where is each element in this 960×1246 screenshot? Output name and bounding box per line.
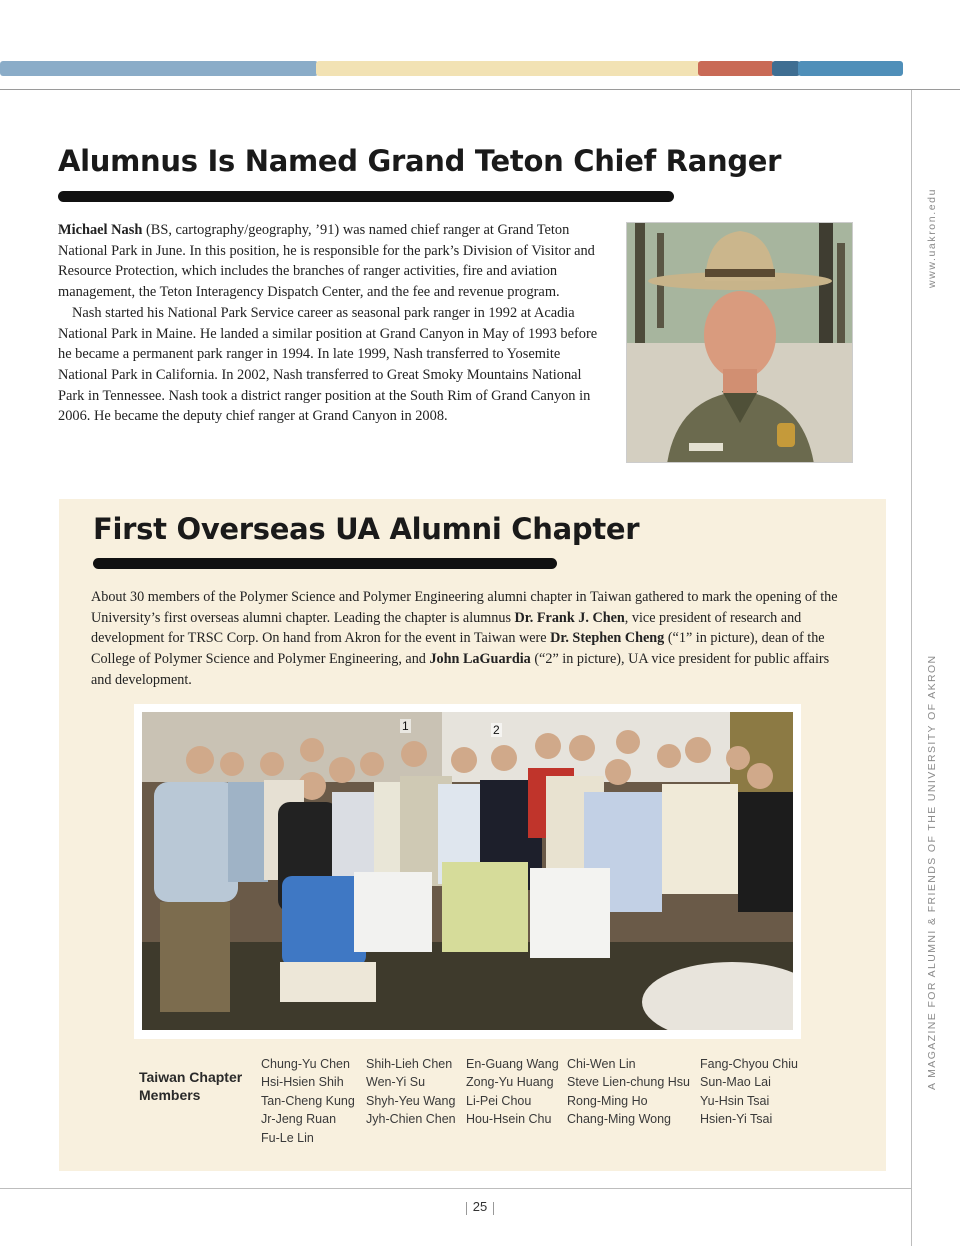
article2-name-frank-chen: Dr. Frank J. Chen <box>514 609 625 626</box>
article1-body <box>58 220 606 427</box>
members-column-4 <box>567 1055 690 1129</box>
member-name: Hsien-Yi Tsai <box>700 1112 773 1127</box>
article2-text-1: About 30 members of the Polymer Science and Polymer Engineering alumni chapter in Taiwan gathered to mark the opening of the University’s first overseas alumni chapter. Leading the chapter is alumnus <box>91 589 838 626</box>
member-name: Hou-Hsein Chu <box>466 1112 552 1127</box>
photo-marker-2: 2 <box>493 723 500 737</box>
article1-title: Alumnus Is Named Grand Teton Chief Ranger <box>58 144 782 178</box>
member-name: Chung-Yu Chen <box>261 1057 350 1071</box>
margin-rule <box>911 90 912 1246</box>
article2-title-underline <box>93 558 557 569</box>
members-column-5 <box>700 1055 798 1129</box>
member-name: Jr-Jeng Ruan <box>261 1112 337 1127</box>
article2-body <box>91 587 851 691</box>
article1-title-underline <box>58 191 674 202</box>
article2-name-stephen-cheng: Dr. Stephen Cheng <box>550 630 665 647</box>
member-name: Chi-Wen Lin <box>567 1057 636 1071</box>
member-name: Li-Pei Chou <box>466 1093 532 1108</box>
member-name: Sun-Mao Lai <box>700 1075 771 1090</box>
members-column-2 <box>366 1055 456 1129</box>
member-name: En-Guang Wang <box>466 1057 559 1071</box>
member-name: Shyh-Yeu Wang <box>366 1093 456 1108</box>
member-name: Yu-Hsin Tsai <box>700 1093 770 1108</box>
article2-title: First Overseas UA Alumni Chapter <box>93 512 640 546</box>
header-bar-teal <box>798 61 903 76</box>
members-column-1 <box>261 1055 355 1147</box>
article2-text-3: (“1” in picture), dean of the College of Polymer Science and Polymer Engineering, and <box>91 630 825 668</box>
photo-marker-1: 1 <box>402 719 409 733</box>
members-label: Taiwan Chapter Members <box>139 1069 243 1103</box>
header-bar-navy <box>772 61 800 76</box>
page-number: 25 <box>464 1199 496 1214</box>
article1-paragraph-2: Nash started his National Park Service career as seasonal park ranger in 1992 at Acadia National Park in Maine. He landed a similar position at Grand Canyon in May of 1993 before he became a permanent park ranger in 1994. In late 1999, Nash transferred to Yosemite National Park in California. In 2002, Nash transferred to Great Smoky Mountains National Park in Tennessee. Nash took a district ranger position at the South Rim of Grand Canyon in 2006. He became the deputy chief ranger at Grand Canyon in 2008. <box>58 304 598 425</box>
member-name: Fu-Le Lin <box>261 1130 314 1145</box>
article2-text-2: , vice president of research and development for TRSC Corp. On hand from Akron for the event in Taiwan were <box>91 609 802 647</box>
member-name: Tan-Cheng Kung <box>261 1093 355 1108</box>
sidebar-tagline: A MAGAZINE FOR ALUMNI & FRIENDS OF THE UNIVERSITY OF AKRON <box>926 654 938 1090</box>
member-name: Fang-Chyou Chiu <box>700 1057 798 1071</box>
header-bar-sand <box>316 61 700 76</box>
article2-name-john-laguardia: John LaGuardia <box>429 651 531 668</box>
member-name: Wen-Yi Su <box>366 1075 426 1090</box>
member-name: Steve Lien-chung Hsu <box>567 1075 690 1090</box>
member-name: Zong-Yu Huang <box>466 1075 554 1090</box>
header-rule <box>0 89 960 90</box>
member-name: Rong-Ming Ho <box>567 1093 648 1108</box>
ranger-portrait-photo <box>626 222 853 463</box>
member-name: Jyh-Chien Chen <box>366 1112 456 1127</box>
members-column-3 <box>466 1055 559 1129</box>
article1-person-name: Michael Nash <box>58 222 143 238</box>
article1-paragraph-1 <box>58 220 606 303</box>
group-photo <box>142 712 793 1030</box>
member-name: Shih-Lieh Chen <box>366 1057 453 1071</box>
member-name: Chang-Ming Wong <box>567 1112 671 1127</box>
header-bar-red <box>698 61 774 76</box>
article1-intro: (BS, cartography/geography, ’91) was named chief ranger at Grand Teton National Park in June. In this position, he is responsible for the park’s Division of Visitor and Resource Protection, which includes the branches of ranger activities, fire and aviation management, the Teton Interagency Dispatch Center, and the fee and revenue program. <box>58 222 595 301</box>
article2-text-4: (“2” in picture), UA vice president for public affairs and development. <box>91 651 830 688</box>
member-name: Hsi-Hsien Shih <box>261 1075 344 1090</box>
sidebar-url: www.uakron.edu <box>926 187 938 288</box>
footer-rule <box>0 1188 911 1189</box>
header-bar-blue <box>0 61 318 76</box>
